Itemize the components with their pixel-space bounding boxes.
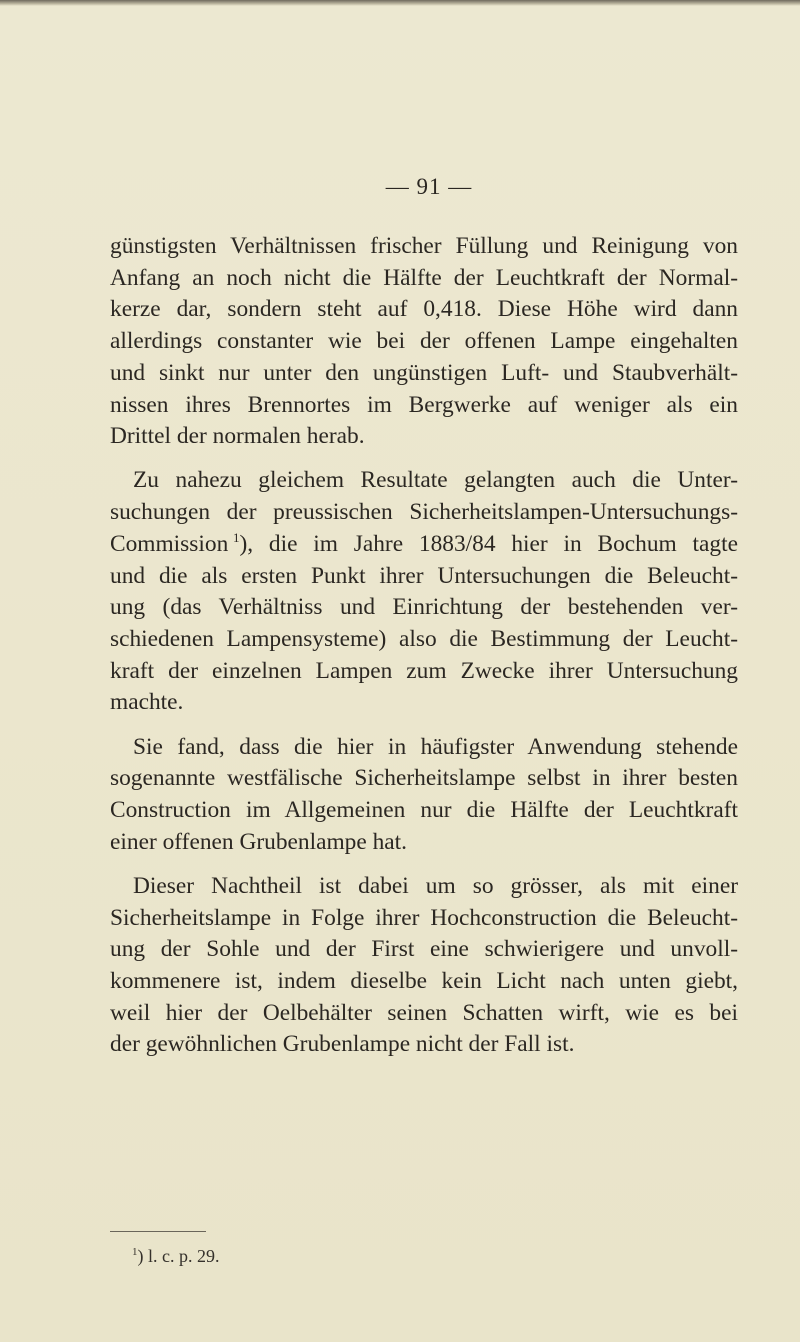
text-line: und die als ersten Punkt ihrer Untersuchungen die Beleucht- <box>110 562 738 589</box>
paragraph-2 <box>110 465 738 719</box>
footnote-text: l. c. p. 29. <box>143 1246 220 1266</box>
text-line: kommenere ist, indem dieselbe kein Licht nach unten giebt, <box>110 967 738 994</box>
text-line: kraft der einzelnen Lampen zum Zwecke ihrer Untersuchung <box>110 657 738 684</box>
footnote-bracket: ) <box>137 1246 144 1266</box>
text-line: suchungen der preussischen Sicherheitslampen-Untersuchungs- <box>110 499 738 526</box>
text-line: ung der Sohle und der First eine schwierigere und unvoll- <box>110 936 738 963</box>
text-line: Sie fand, dass die hier in häufigster Anwendung stehende <box>133 733 738 760</box>
text-line: günstigsten Verhältnissen frischer Füllung und Reinigung von <box>110 233 738 259</box>
text-line: und sinkt nur unter den ungünstigen Luft- und Staubverhält- <box>110 359 738 386</box>
footnote <box>132 1245 220 1267</box>
text-line: allerdings constanter wie bei der offenen Lampe eingehalten <box>110 328 738 355</box>
text-line: einer offenen Grubenlampe hat. <box>110 828 408 855</box>
text-line: schiedenen Lampensysteme) also die Bestimmung der Leucht- <box>110 625 738 652</box>
text-line: nissen ihres Brennortes im Bergwerke auf weniger als ein <box>110 391 738 418</box>
body-text <box>110 231 738 1061</box>
paragraph-4 <box>110 871 738 1061</box>
paragraph-1 <box>110 231 738 453</box>
text-fragment: Commission <box>110 530 229 557</box>
footnote-divider <box>110 1231 206 1232</box>
paragraph-3 <box>110 732 738 859</box>
text-line: ung (das Verhältniss und Einrichtung der bestehenden ver- <box>110 594 738 621</box>
text-line: machte. <box>110 689 184 716</box>
text-line: Sicherheitslampe in Folge ihrer Hochconstruction die Beleucht- <box>110 904 738 931</box>
page-number: — 91 — <box>385 174 473 199</box>
footnote-number: 1 <box>132 1246 138 1258</box>
text-line: sogenannte westfälische Sicherheitslampe selbst in ihrer besten <box>110 765 738 792</box>
text-line: Zu nahezu gleichem Resultate gelangten auch die Unter- <box>133 467 738 494</box>
text-line: der gewöhnlichen Grubenlampe nicht der Fall ist. <box>110 1031 575 1058</box>
text-line: Anfang an noch nicht die Hälfte der Leuchtkraft der Normal- <box>110 264 738 291</box>
text-line: weil hier der Oelbehälter seinen Schatten wirft, wie es bei <box>110 999 738 1026</box>
text-fragment: ), die im Jahre 1883/84 hier in Bochum tagte <box>239 530 738 557</box>
text-line: Drittel der normalen herab. <box>110 423 365 450</box>
page-top-edge <box>0 0 800 6</box>
footnote-marker: 1 <box>232 530 240 546</box>
text-line: Dieser Nachtheil ist dabei um so grösser, als mit einer <box>133 872 738 899</box>
text-line <box>110 529 738 561</box>
text-line: kerze dar, sondern steht auf 0,418. Diese Höhe wird dann <box>110 296 738 323</box>
text-line: Construction im Allgemeinen nur die Hälfte der Leuchtkraft <box>110 796 738 823</box>
